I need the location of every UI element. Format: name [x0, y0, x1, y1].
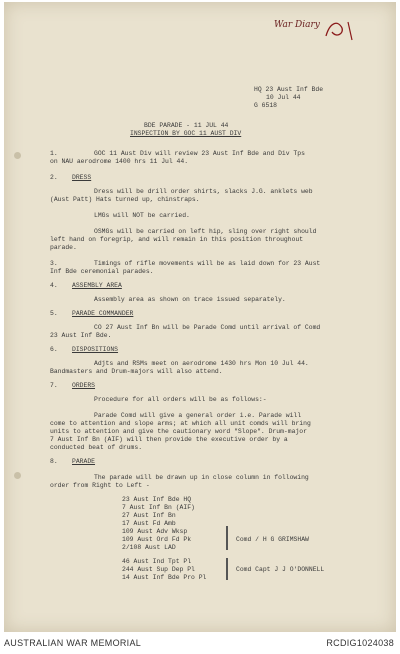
- parade-unit: 7 Aust Inf Bn (AIF): [122, 504, 195, 511]
- para-line: order from Right to Left -: [50, 482, 150, 489]
- footer-record-id: RCDIG1024038: [326, 638, 394, 648]
- doc-title: BDE PARADE - 11 JUL 44: [144, 122, 229, 129]
- para-heading: ASSEMBLY AREA: [72, 282, 122, 289]
- para-heading: DRESS: [72, 174, 92, 181]
- comd-1: Comd / H G GRIMSHAW: [236, 536, 309, 543]
- para-heading: DISPOSITIONS: [72, 346, 119, 353]
- para-heading: PARADE: [72, 458, 96, 465]
- para-line: left hand on foregrip, and will remain in this position throughout: [50, 236, 304, 243]
- para-line: on NAU aerodrome 1400 hrs 11 Jul 44.: [50, 158, 189, 165]
- para-line: CO 27 Aust Inf Bn will be Parade Comd until arrival of Comd: [94, 324, 321, 331]
- para-line: Parade Comd will give a general order i.e. Parade will: [94, 412, 302, 419]
- parade-unit: 109 Aust Adv Wksp: [122, 528, 188, 535]
- handwritten-mark-icon: [322, 16, 362, 42]
- header-unit: HQ 23 Aust Inf Bde: [254, 86, 324, 93]
- para-number: 6.: [50, 346, 58, 353]
- para-heading: PARADE COMMANDER: [72, 310, 134, 317]
- para-line: conducted beat of drums.: [50, 444, 143, 451]
- doc-subtitle: INSPECTION BY GOC 11 AUST DIV: [130, 130, 242, 137]
- para-number: 2.: [50, 174, 58, 181]
- parade-unit: 23 Aust Inf Bde HQ: [122, 496, 192, 503]
- para-line: come to attention and slope arms; at which all unit comds will bring: [50, 420, 311, 427]
- parade-unit: 2/108 Aust LAD: [122, 544, 176, 551]
- para-number: 8.: [50, 458, 58, 465]
- document-page: [4, 2, 396, 632]
- bracket: [226, 526, 228, 550]
- para-line: Bandmasters and Drum-majors will also attend.: [50, 368, 223, 375]
- para-number: 3.: [50, 260, 58, 267]
- para-line: units to attention and give the cautionary word "Slope". Drum-major: [50, 428, 307, 435]
- parade-unit: 14 Aust Inf Bde Pro Pl: [122, 574, 207, 581]
- parade-unit: 244 Aust Sup Dep Pl: [122, 566, 195, 573]
- para-line: parade.: [50, 244, 77, 251]
- bracket: [226, 558, 228, 580]
- para-line: Dress will be drill order shirts, slacks J.G. anklets web: [94, 188, 313, 195]
- para-number: 7.: [50, 382, 58, 389]
- para-line: Adjts and RSMs meet on aerodrome 1430 hrs Mon 10 Jul 44.: [94, 360, 309, 367]
- para-line: Inf Bde ceremonial parades.: [50, 268, 154, 275]
- parade-unit: 17 Aust Fd Amb: [122, 520, 176, 527]
- para-line: GOC 11 Aust Div will review 23 Aust Inf Bde and Div Tps: [94, 150, 305, 157]
- punch-hole: [14, 472, 21, 479]
- parade-unit: 109 Aust Ord Fd Pk: [122, 536, 192, 543]
- para-line: 23 Aust Inf Bde.: [50, 332, 112, 339]
- para-line: Timings of rifle movements will be as laid down for 23 Aust: [94, 260, 321, 267]
- para-number: 5.: [50, 310, 58, 317]
- para-heading: ORDERS: [72, 382, 96, 389]
- para-number: 4.: [50, 282, 58, 289]
- para-line: Assembly area as shown on trace issued separately.: [94, 296, 286, 303]
- handwritten-note: War Diary: [274, 20, 320, 30]
- comd-2: Comd Capt J J O'DONNELL: [236, 566, 325, 573]
- para-line: LMGs will NOT be carried.: [94, 212, 190, 219]
- header-date: 10 Jul 44: [266, 94, 301, 101]
- archive-footer: [0, 634, 400, 654]
- punch-hole: [14, 152, 21, 159]
- header-ref: G 6518: [254, 102, 278, 109]
- para-number: 1.: [50, 150, 58, 157]
- para-line: Procedure for all orders will be as follows:-: [94, 396, 267, 403]
- para-line: 7 Aust Inf Bn (AIF) will then provide the executive order by a: [50, 436, 288, 443]
- para-line: The parade will be drawn up in close column in following: [94, 474, 309, 481]
- parade-unit: 46 Aust Ind Tpt Pl: [122, 558, 192, 565]
- para-line: (Aust Patt) Hats turned up, chinstraps.: [50, 196, 200, 203]
- footer-archive-name: AUSTRALIAN WAR MEMORIAL: [4, 638, 142, 648]
- parade-unit: 27 Aust Inf Bn: [122, 512, 176, 519]
- para-line: OSMGs will be carried on left hip, sling over right should: [94, 228, 317, 235]
